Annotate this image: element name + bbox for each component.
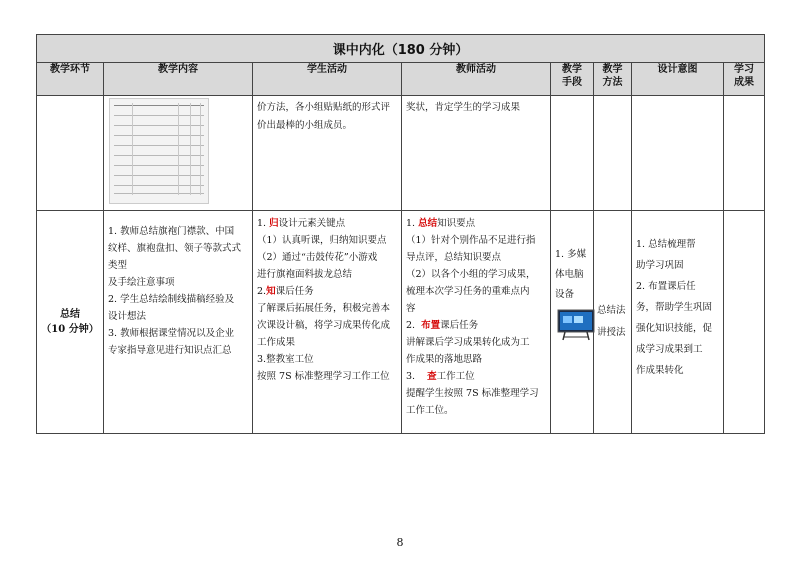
item-number: 2. [257, 286, 267, 297]
text-line: 工作成果 [257, 337, 296, 348]
text-line: 次课设计稿，将学习成果传化成 [257, 320, 391, 331]
text-line: 务，帮助学生巩固 [636, 301, 713, 313]
text-line [406, 317, 546, 334]
header-teaching-means [551, 63, 594, 96]
text-line [257, 283, 397, 300]
text-line: 设计想法 [108, 311, 147, 322]
header-teacher-activity: 教师活动 [402, 63, 551, 96]
row1-content-cell [104, 96, 253, 211]
text-line: 助学习巩固 [636, 259, 684, 271]
text-line: （1）针对个别作品不足进行指 [406, 235, 536, 246]
row2-method-cell [594, 211, 632, 434]
text-line: 作成果的落地思路 [406, 354, 483, 365]
item-text: 课后任务 [275, 286, 314, 297]
text-line: 了解课后拓展任务，积极完善本 [257, 303, 391, 314]
text-line: 总结法 [597, 305, 626, 316]
text-line [406, 368, 546, 385]
header-teaching-means-text: 教学手段 [562, 64, 582, 88]
text-line: 及手绘注意事项 [108, 277, 175, 288]
row1-outcome-cell [724, 96, 765, 211]
text-line: （2）通过“击鼓传花”小游戏 [257, 252, 378, 263]
keyword-highlight: 总结 [418, 218, 438, 229]
keyword-highlight: 查 [427, 371, 437, 382]
page-number: 8 [396, 536, 404, 549]
table-title: 课中内化（180 分钟） [37, 35, 765, 63]
header-learning-outcome-text: 学习成果 [734, 64, 755, 88]
text-line: 工作工位。 [406, 405, 454, 416]
item-number: 2. [406, 320, 422, 331]
header-student-activity: 学生活动 [253, 63, 402, 96]
text-line: （1）认真听课，归纳知识要点 [257, 235, 387, 246]
row2-content-cell [104, 211, 253, 434]
text-line: 1. 总结梳理帮 [636, 238, 696, 250]
item-text: 工作工位 [436, 371, 475, 382]
text-line: 设备 [555, 289, 575, 300]
text-line: 导点评，总结知识要点 [406, 252, 502, 263]
row1-method-cell [594, 96, 632, 211]
header-teaching-method [594, 63, 632, 96]
row2-student-cell [253, 211, 402, 434]
lesson-plan-table [36, 34, 765, 434]
text-line: 价出最棒的小组成员。 [257, 120, 353, 131]
item-number: 1. [406, 218, 419, 229]
smart-board-icon [557, 309, 595, 341]
table-row [37, 211, 765, 434]
text-line: 3.整教室工位 [257, 354, 314, 365]
row2-means-cell [551, 211, 594, 434]
text-line: 讲解课后学习成果转化成为工 [406, 337, 530, 348]
row2-teacher-cell [402, 211, 551, 434]
text-line: 强化知识技能，促 [636, 322, 713, 334]
keyword-highlight: 布置 [421, 320, 441, 331]
item-text: 知识要点 [437, 218, 476, 229]
row1-teacher-cell [402, 96, 551, 211]
text-line: 提醒学生按照 7S 标准整理学习 [406, 388, 539, 399]
item-number: 1. [257, 218, 270, 229]
header-content: 教学内容 [104, 63, 253, 96]
text-line: 专家指导意见进行知识点汇总 [108, 345, 232, 356]
text-line: 奖状，肯定学生的学习成果 [406, 102, 521, 113]
row1-student-cell [253, 96, 402, 211]
row1-means-cell [551, 96, 594, 211]
text-line: 按照 7S 标准整理学习工作工位 [257, 371, 390, 382]
row2-design-cell [632, 211, 724, 434]
text-line: 3. 教师根据课堂情况以及企业 [108, 328, 235, 339]
text-line: 成学习成果到工 [636, 343, 703, 355]
keyword-highlight: 归 [269, 218, 279, 229]
text-line: 2. 布置课后任 [636, 280, 696, 292]
header-learning-outcome [724, 63, 765, 96]
row2-stage-cell [37, 211, 104, 434]
text-line: 进行旗袍面料拔龙总结 [257, 269, 353, 280]
stage-name: 总结 [60, 309, 80, 320]
keyword-highlight: 知 [266, 286, 276, 297]
text-line [406, 215, 546, 232]
text-line: 讲授法 [597, 327, 626, 338]
header-design-intent: 设计意图 [632, 63, 724, 96]
header-teaching-method-text: 教学方法 [602, 64, 623, 88]
text-line: （2）以各个小组的学习成果， [406, 269, 536, 280]
header-stage: 教学环节 [37, 63, 104, 96]
item-text: 设计元素关键点 [278, 218, 346, 229]
text-line: 梳理本次学习任务的重难点内 [406, 286, 530, 297]
text-line [257, 215, 397, 232]
text-line: 容 [406, 303, 416, 314]
item-text: 课后任务 [440, 320, 479, 331]
stage-time: （10 分钟） [41, 324, 99, 335]
text-line: 价方法，各小组贴贴纸的形式评 [257, 102, 391, 113]
text-line: 体电脑 [555, 269, 584, 280]
table-row [37, 96, 765, 211]
row2-outcome-cell [724, 211, 765, 434]
text-line: 1. 多媒 [555, 249, 587, 260]
text-line: 1. 教师总结旗袍门襟款、中国 [108, 226, 235, 237]
scoring-sheet-thumbnail [109, 98, 209, 204]
item-number: 3. [406, 371, 428, 382]
text-line: 纹样、旗袍盘扣、领子等款式式 [108, 243, 242, 254]
text-line: 类型 [108, 260, 128, 271]
text-line: 2. 学生总结绘制线描稿经验及 [108, 294, 235, 305]
row1-design-cell [632, 96, 724, 211]
row1-stage-cell [37, 96, 104, 211]
text-line: 作成果转化 [636, 364, 684, 376]
